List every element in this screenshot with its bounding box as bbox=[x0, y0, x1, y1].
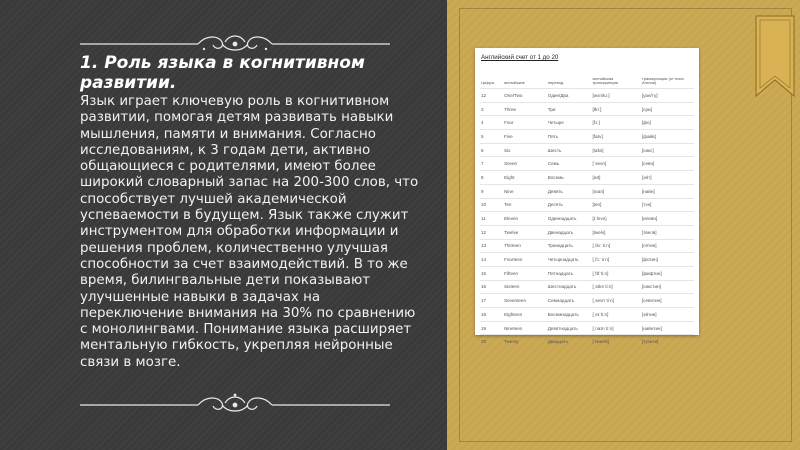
bottom-ornament-divider bbox=[80, 391, 390, 415]
table-cell: 6 bbox=[480, 143, 503, 157]
table-cell: One/Two bbox=[503, 89, 547, 103]
table-cell: [wʌn/tuː] bbox=[591, 89, 640, 103]
table-cell: Sixteen bbox=[503, 280, 547, 294]
table-cell: [илевн] bbox=[641, 212, 694, 226]
table-cell: [сикс] bbox=[641, 143, 694, 157]
table-cell: Семнадцать bbox=[547, 294, 592, 308]
table-cell: [ten] bbox=[591, 198, 640, 212]
table-cell: Nineteen bbox=[503, 321, 547, 335]
header-cell: английская транскрипция bbox=[592, 75, 618, 86]
header-cell: перевод bbox=[547, 80, 564, 86]
table-cell: [eɪt] bbox=[591, 171, 640, 185]
table-cell: Fifteen bbox=[503, 266, 547, 280]
table-cell: Одиннадцать bbox=[547, 212, 592, 226]
table-row bbox=[480, 157, 694, 171]
table-cell: [уан/ту] bbox=[641, 89, 694, 103]
table-cell: 3 bbox=[480, 102, 503, 116]
table-cell: [ɪˈlevn] bbox=[591, 212, 640, 226]
table-cell: Four bbox=[503, 116, 547, 130]
table-cell: [faɪv] bbox=[591, 130, 640, 144]
table-cell: Двенадцать bbox=[547, 225, 592, 239]
table-cell: Fourteen bbox=[503, 253, 547, 267]
table-cell: [ˈsevn] bbox=[591, 157, 640, 171]
table-row bbox=[480, 321, 694, 335]
table-cell: 7 bbox=[480, 157, 503, 171]
table-cell: [фотин] bbox=[641, 253, 694, 267]
table-row bbox=[480, 253, 694, 267]
table-cell: Thirteen bbox=[503, 239, 547, 253]
table-cell: [сётин] bbox=[641, 239, 694, 253]
table-cell: [ˌsɪksˈtiːn] bbox=[591, 280, 640, 294]
table-cell: [ˌeɪˈtiːn] bbox=[591, 308, 640, 322]
table-cell: Twenty bbox=[503, 335, 547, 348]
table-cell: [sɪks] bbox=[591, 143, 640, 157]
table-cell: 14 bbox=[480, 253, 503, 267]
table-cell: [fɔː] bbox=[591, 116, 640, 130]
table-cell: Шесть bbox=[547, 143, 592, 157]
table-cell: Один/Два bbox=[547, 89, 592, 103]
table-cell: 19 bbox=[480, 321, 503, 335]
table-cell: 15 bbox=[480, 266, 503, 280]
table-cell: [фифтин] bbox=[641, 266, 694, 280]
table-cell: Четыре bbox=[547, 116, 592, 130]
table-body bbox=[480, 89, 694, 349]
table-row bbox=[480, 308, 694, 322]
table-cell: Три bbox=[547, 102, 592, 116]
table-cell: Eight bbox=[503, 171, 547, 185]
table-cell: [ˌθɜːˈtiːn] bbox=[591, 239, 640, 253]
table-cell: [ˌnaɪnˈtiːn] bbox=[591, 321, 640, 335]
table-row bbox=[480, 225, 694, 239]
table-header-row bbox=[480, 70, 694, 89]
table-cell: Пятнадцать bbox=[547, 266, 592, 280]
table-row bbox=[480, 184, 694, 198]
table-cell: [фо] bbox=[641, 116, 694, 130]
table-cell: Ten bbox=[503, 198, 547, 212]
slide-body-text: Язык играет ключевую роль в когнитивном развитии, помогая детям развивать навыки мышления, памяти и внимания. Согласно исследованиям, к 3 годам дети, активно общающиеся с родителями, имеют более широкий словарный запас на 200-300 слов, что способствует лучшей академической успеваемости в будущем. Язык также служит инструментом для обработки информации и решения проблем, количественно улучшая способности за счет взаимодействий. В то же время, билингвальные дети показывают улучшенные навыки в задачах на переключение внимания на 30% по сравнению с монолингвами. Понимание языка расширяет ментальную гибкость, укрепляя нейронные связи в мозге. bbox=[80, 94, 419, 370]
table-cell: [эйт] bbox=[641, 171, 694, 185]
table-cell: 20 bbox=[480, 335, 503, 348]
table-cell: Nine bbox=[503, 184, 547, 198]
table-cell: [twelv] bbox=[591, 225, 640, 239]
table-cell: Девять bbox=[547, 184, 592, 198]
table-cell: [сри] bbox=[641, 102, 694, 116]
table-cell: Шестнадцать bbox=[547, 280, 592, 294]
table-cell: 9 bbox=[480, 184, 503, 198]
table-cell: 16 bbox=[480, 280, 503, 294]
table-cell: 8 bbox=[480, 171, 503, 185]
table-cell: Eighteen bbox=[503, 308, 547, 322]
table-cell: 5 bbox=[480, 130, 503, 144]
table-row bbox=[480, 198, 694, 212]
table-row bbox=[480, 212, 694, 226]
table-cell: [ˈtwentɪ] bbox=[591, 335, 640, 348]
table-cell: Двадцать bbox=[547, 335, 592, 348]
table-row bbox=[480, 143, 694, 157]
table-cell: Семь bbox=[547, 157, 592, 171]
table-cell: Three bbox=[503, 102, 547, 116]
table-cell: Seven bbox=[503, 157, 547, 171]
slide-title: 1. Роль языка в когнитивном развитии. bbox=[80, 53, 365, 93]
table-row bbox=[480, 130, 694, 144]
table-cell: [файв] bbox=[641, 130, 694, 144]
table-cell: Восемнадцать bbox=[547, 308, 592, 322]
header-cell: английские bbox=[504, 80, 525, 86]
header-cell: Цифра bbox=[481, 80, 494, 86]
table-row bbox=[480, 294, 694, 308]
numbers-table bbox=[480, 70, 694, 348]
table-cell: Five bbox=[503, 130, 547, 144]
table-cell: Six bbox=[503, 143, 547, 157]
table-cell: Восемь bbox=[547, 171, 592, 185]
table-cell: 17 bbox=[480, 294, 503, 308]
table-row bbox=[480, 239, 694, 253]
table-cell: Eleven bbox=[503, 212, 547, 226]
table-cell: [сикстин] bbox=[641, 280, 694, 294]
table-cell: [найнтин] bbox=[641, 321, 694, 335]
table-cell: 11 bbox=[480, 212, 503, 226]
table-cell: [naɪn] bbox=[591, 184, 640, 198]
table-cell: [твелв] bbox=[641, 225, 694, 239]
table-cell: 12 bbox=[480, 89, 503, 103]
table-cell: 18 bbox=[480, 308, 503, 322]
table-cell: 12 bbox=[480, 225, 503, 239]
table-cell: Десять bbox=[547, 198, 592, 212]
table-cell: 4 bbox=[480, 116, 503, 130]
table-row bbox=[480, 266, 694, 280]
table-cell: Twelve bbox=[503, 225, 547, 239]
table-row bbox=[480, 89, 694, 103]
table-cell: [ˌfɔːˈtiːn] bbox=[591, 253, 640, 267]
table-cell: Девятнадцать bbox=[547, 321, 592, 335]
table-cell: Пять bbox=[547, 130, 592, 144]
table-row bbox=[480, 116, 694, 130]
table-cell: Тринадцать bbox=[547, 239, 592, 253]
table-cell: [ˌfɪfˈtiːn] bbox=[591, 266, 640, 280]
table-cell: [севнтин] bbox=[641, 294, 694, 308]
table-cell: [тэн] bbox=[641, 198, 694, 212]
table-caption: Английский счет от 1 до 20 bbox=[481, 54, 559, 61]
table-cell: Seventeen bbox=[503, 294, 547, 308]
table-row bbox=[480, 280, 694, 294]
table-cell: [эйтин] bbox=[641, 308, 694, 322]
table-cell: [найн] bbox=[641, 184, 694, 198]
table-cell: Четырнадцать bbox=[547, 253, 592, 267]
number-table-image bbox=[475, 48, 699, 345]
table-cell: [ˌsevnˈtiːn] bbox=[591, 294, 640, 308]
table-row bbox=[480, 102, 694, 116]
table-cell: [севн] bbox=[641, 157, 694, 171]
header-cell: транскрипция (от носа Англии) bbox=[641, 75, 684, 86]
bookmark-ribbon-icon bbox=[752, 16, 798, 100]
table-row bbox=[480, 171, 694, 185]
table-row bbox=[480, 335, 694, 348]
table-cell: [θriː] bbox=[591, 102, 640, 116]
table-cell: 13 bbox=[480, 239, 503, 253]
table-cell: [туэнти] bbox=[641, 335, 694, 348]
table-cell: 10 bbox=[480, 198, 503, 212]
